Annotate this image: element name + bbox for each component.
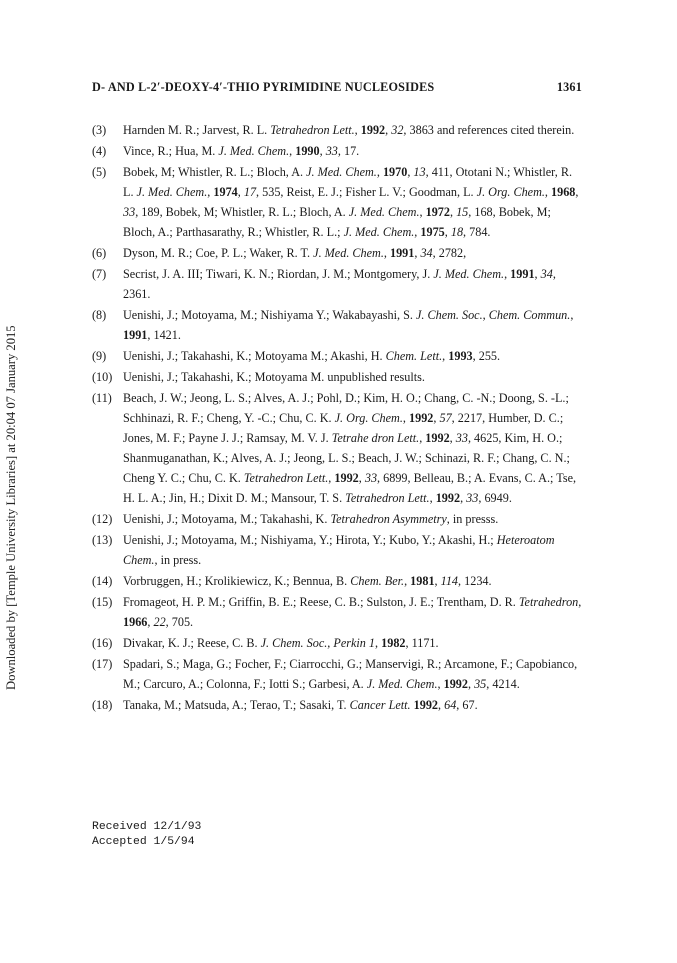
- running-header: [92, 80, 582, 95]
- reference-segment: ,: [147, 615, 154, 629]
- reference-segment: ,: [504, 267, 511, 281]
- reference-segment: ,: [467, 677, 475, 691]
- reference-segment: 33: [123, 205, 136, 219]
- reference-segment: 1992: [443, 677, 468, 691]
- reference-segment: Beach, J. W.; Jeong, L. S.; Alves, A. J.; Pohl, D.; Kim, H. O.; Chang, C. -N.; Doong, S. -L.; Schhinazi, R. F.; Cheng, Y. -C.; Chu, C. K.: [123, 391, 569, 425]
- reference-segment: 15: [456, 205, 469, 219]
- reference-segment: J. Med. Chem.: [136, 185, 208, 199]
- reference-segment: 1993: [448, 349, 473, 363]
- reference-segment: ,: [449, 431, 456, 445]
- reference-segment: , 6949.: [478, 491, 512, 505]
- reference-segment: ,: [437, 677, 444, 691]
- reference-text: [123, 654, 582, 694]
- reference-segment: ,: [419, 431, 426, 445]
- reference-segment: ,: [419, 205, 426, 219]
- reference-segment: 1991: [510, 267, 535, 281]
- reference-segment: , 4214.: [486, 677, 520, 691]
- reference-segment: , 2782,: [432, 246, 467, 260]
- reference-segment: ,: [414, 225, 421, 239]
- reference-segment: Tetrahedron Lett.: [243, 471, 329, 485]
- reference-number: (8): [92, 308, 107, 322]
- reference-segment: 1991: [389, 246, 415, 260]
- reference-segment: 33: [455, 431, 468, 445]
- page-number: 1361: [556, 80, 582, 94]
- reference-segment: , 705.: [165, 615, 194, 629]
- reference-segment: 1981: [410, 574, 435, 588]
- reference-segment: Uenishi, J.; Motoyama, M.; Nishiyama, Y.; Hirota, Y.; Kubo, Y.; Akashi, H.;: [123, 533, 497, 547]
- reference-text: [123, 695, 582, 715]
- reference-text: [123, 388, 582, 508]
- reference-segment: ,: [544, 185, 552, 199]
- reference-segment: , in presss.: [446, 512, 499, 526]
- reference-number: (18): [92, 698, 113, 712]
- reference-segment: ,: [444, 225, 451, 239]
- reference-text: [123, 141, 582, 161]
- reference-segment: ,: [434, 574, 441, 588]
- reference-item: [92, 633, 582, 653]
- reference-text: [123, 264, 582, 304]
- reference-number: (16): [92, 636, 113, 650]
- running-title: D- AND L-2′-DEOXY-4′-THIO PYRIMIDINE NUCLEOSIDES: [92, 80, 435, 94]
- reference-segment: Tetrahedron Asymmetry: [330, 512, 447, 526]
- reference-segment: ,: [207, 185, 214, 199]
- reference-segment: , 189, Bobek, M; Whistler, R. L.; Bloch, A.: [135, 205, 349, 219]
- reference-segment: 1991: [123, 328, 148, 342]
- reference-item: [92, 264, 582, 304]
- reference-segment: Heteroatom Chem.: [123, 533, 555, 567]
- reference-segment: 32,: [391, 123, 407, 137]
- reference-segment: Secrist, J. A. III; Tiwari, K. N.; Riordan, J. M.; Montgomery, J.: [123, 267, 434, 281]
- reference-segment: ,: [376, 165, 383, 179]
- reference-text: [123, 530, 582, 570]
- reference-segment: 1966: [123, 615, 148, 629]
- reference-segment: ,: [358, 471, 365, 485]
- reference-segment: Dyson, M. R.; Coe, P. L.; Waker, R. T.: [123, 246, 314, 260]
- reference-segment: Tetrahe dron Lett.: [331, 431, 420, 445]
- reference-segment: , 535, Reist, E. J.; Fisher L. V.; Goodman, L.: [256, 185, 477, 199]
- reference-segment: 1970: [382, 165, 408, 179]
- reference-segment: ,: [534, 267, 541, 281]
- reference-segment: ,: [383, 246, 390, 260]
- reference-text: [123, 633, 582, 653]
- reference-segment: , 255.: [472, 349, 501, 363]
- reference-number: (17): [92, 657, 113, 671]
- reference-segment: J. Med. Chem.: [218, 144, 290, 158]
- reference-segment: ,: [414, 246, 421, 260]
- reference-segment: Uenishi, J.; Motoyama, M.; Nishiyama Y.; Wakabayashi, S.: [123, 308, 416, 322]
- reference-segment: 33: [466, 491, 479, 505]
- reference-segment: 13: [413, 165, 426, 179]
- reference-segment: ,: [289, 144, 296, 158]
- download-watermark: [4, 290, 22, 690]
- reference-segment: , 4625, Kim, H. O.; Shanmuganathan, K.; Alves, A. J.; Jeong, L. S.; Beach, J. W.; Schinazi, R. F.; Chang, C. N.; Cheng Y. C.; Chu, C. K.: [123, 431, 570, 485]
- reference-segment: 1982: [381, 636, 406, 650]
- reference-segment: ,: [433, 411, 440, 425]
- reference-number: (10): [92, 370, 113, 384]
- reference-segment: Cancer Lett.: [349, 698, 411, 712]
- reference-segment: 1992: [360, 123, 386, 137]
- reference-segment: ,: [385, 123, 392, 137]
- reference-segment: ,: [460, 491, 467, 505]
- reference-item: [92, 346, 582, 366]
- reference-segment: 1968: [551, 185, 576, 199]
- reference-segment: 35: [474, 677, 487, 691]
- reference-number: (12): [92, 512, 113, 526]
- reference-segment: Spadari, S.; Maga, G.; Focher, F.; Ciarrocchi, G.; Manservigi, R.; Arcamone, F.; Capobianco, M.; Carcuro, A.; Colonna, F.; Iotti S.; Garbesi, A.: [123, 657, 578, 691]
- reference-segment: Chem. Lett.: [385, 349, 443, 363]
- reference-segment: 1974: [213, 185, 238, 199]
- reference-segment: 1992: [334, 471, 359, 485]
- reference-segment: Divakar, K. J.; Reese, C. B.: [123, 636, 261, 650]
- reference-segment: 3863 and references cited therein.: [406, 123, 575, 137]
- reference-segment: ,: [449, 205, 457, 219]
- reference-number: (9): [92, 349, 107, 363]
- reference-segment: ,: [429, 491, 436, 505]
- reference-segment: 33: [364, 471, 378, 485]
- reference-text: [123, 346, 582, 366]
- reference-text: [123, 305, 582, 345]
- reference-segment: Tanaka, M.; Matsuda, A.; Terao, T.; Sasaki, T.: [123, 698, 350, 712]
- reference-segment: Uenishi, J.; Motoyama, M.; Takahashi, K.: [123, 512, 331, 526]
- download-watermark-text: Downloaded by [Temple University Libraries] at 20:04 07 January 2015: [4, 325, 18, 690]
- reference-segment: J. Med. Chem.: [343, 225, 415, 239]
- reference-segment: , 67.: [456, 698, 478, 712]
- reference-segment: J. Med. Chem.: [306, 165, 377, 179]
- reference-item: [92, 367, 582, 387]
- reference-segment: Vorbruggen, H.; Krolikiewicz, K.; Bennua, B.: [123, 574, 351, 588]
- reference-segment: Bobek, M; Whistler, R. L.; Bloch, A.: [123, 165, 307, 179]
- reference-text: [123, 243, 582, 263]
- reference-segment: ,: [575, 185, 579, 199]
- reference-segment: Fromageot, H. P. M.; Griffin, B. E.; Reese, C. B.; Sulston, J. E.; Trentham, D. R.: [123, 595, 519, 609]
- reference-segment: ,: [354, 123, 361, 137]
- reference-text: [123, 592, 582, 632]
- reference-segment: J. Med. Chem.: [366, 677, 438, 691]
- reference-segment: ,: [578, 595, 582, 609]
- reference-number: (3): [92, 123, 107, 137]
- reference-segment: J. Org. Chem.: [476, 185, 545, 199]
- reference-item: [92, 654, 582, 694]
- reference-item: [92, 592, 582, 632]
- reference-segment: ,: [375, 636, 382, 650]
- reference-segment: , 168, Bobek, M; Bloch, A.; Parthasarathy, R.; Whistler, R. L.;: [123, 205, 551, 239]
- reference-segment: Uenishi, J.; Takahashi, K.; Motoyama M. unpublished results.: [123, 370, 425, 384]
- reference-number: (13): [92, 533, 113, 547]
- reference-number: (6): [92, 246, 107, 260]
- reference-segment: 1992: [413, 698, 439, 712]
- reference-text: [123, 120, 582, 140]
- reference-text: [123, 571, 582, 591]
- reference-segment: 114: [440, 574, 459, 588]
- reference-segment: ,: [438, 698, 445, 712]
- reference-segment: 57: [439, 411, 452, 425]
- reference-segment: 64: [444, 698, 457, 712]
- reference-list: [92, 120, 582, 716]
- reference-item: [92, 305, 582, 345]
- reference-number: (11): [92, 391, 112, 405]
- reference-number: (14): [92, 574, 113, 588]
- reference-segment: J. Med. Chem.: [313, 246, 384, 260]
- reference-segment: , 411, Ototani N.; Whistler, R. L.: [123, 165, 573, 199]
- reference-segment: Harnden M. R.; Jarvest, R. L.: [123, 123, 271, 137]
- reference-segment: 1975: [420, 225, 445, 239]
- reference-item: [92, 571, 582, 591]
- reference-segment: 34: [540, 267, 553, 281]
- reference-segment: Tetrahedron: [518, 595, 579, 609]
- reference-segment: 33: [325, 144, 338, 158]
- reference-segment: , 2217, Humber, D. C.; Jones, M. F.; Payne J. J.; Ramsay, M. V. J.: [123, 411, 564, 445]
- reference-item: [92, 162, 582, 242]
- reference-segment: ,: [328, 471, 335, 485]
- reference-item: [92, 141, 582, 161]
- reference-segment: ,: [570, 308, 574, 322]
- reference-segment: , 1234.: [458, 574, 492, 588]
- reference-segment: ,: [237, 185, 244, 199]
- reference-segment: J. Med. Chem.: [433, 267, 505, 281]
- reference-segment: 1992: [409, 411, 434, 425]
- reference-segment: , in press.: [154, 553, 202, 567]
- reference-segment: , 17.: [337, 144, 360, 158]
- reference-segment: Tetrahedron Lett.: [345, 491, 430, 505]
- reference-item: [92, 530, 582, 570]
- reference-segment: J. Chem. Soc., Chem. Commun.: [415, 308, 571, 322]
- reference-segment: 1990: [295, 144, 320, 158]
- reference-number: (4): [92, 144, 107, 158]
- reference-segment: Chem. Ber.: [350, 574, 405, 588]
- reference-segment: , 6899, Belleau, B.; A. Evans, C. A.; Tse, H. L. A.; Jin, H.; Dixit D. M.; Mansour, T. S.: [123, 471, 577, 505]
- reference-segment: , 2361.: [123, 267, 556, 301]
- reference-item: [92, 243, 582, 263]
- reference-segment: J. Med. Chem.: [348, 205, 420, 219]
- reference-item: [92, 120, 582, 140]
- manuscript-dates: [92, 820, 201, 850]
- reference-number: (5): [92, 165, 107, 179]
- reference-segment: J. Org. Chem.: [334, 411, 403, 425]
- reference-segment: , 1171.: [405, 636, 439, 650]
- reference-segment: 22: [153, 615, 166, 629]
- reference-segment: J. Chem. Soc., Perkin 1: [260, 636, 376, 650]
- reference-number: (15): [92, 595, 113, 609]
- reference-segment: ,: [319, 144, 326, 158]
- reference-item: [92, 509, 582, 529]
- reference-segment: Uenishi, J.; Takahashi, K.; Motoyama M.; Akashi, H.: [123, 349, 386, 363]
- reference-segment: , 784.: [463, 225, 491, 239]
- reference-segment: Tetrahedron Lett.: [270, 123, 355, 137]
- reference-segment: 34: [420, 246, 433, 260]
- reference-item: [92, 388, 582, 508]
- reference-item: [92, 695, 582, 715]
- reference-segment: 1972: [425, 205, 450, 219]
- reference-segment: ,: [442, 349, 449, 363]
- reference-segment: Vince, R.; Hua, M.: [123, 144, 219, 158]
- reference-segment: ,: [407, 165, 414, 179]
- reference-segment: , 1421.: [147, 328, 181, 342]
- reference-segment: 18: [450, 225, 464, 239]
- reference-segment: 1992: [425, 431, 450, 445]
- received-date: Received 12/1/93: [92, 821, 202, 833]
- reference-segment: 17: [243, 185, 257, 199]
- reference-text: [123, 509, 582, 529]
- reference-text: [123, 367, 582, 387]
- reference-segment: 1992: [435, 491, 461, 505]
- reference-segment: ,: [404, 574, 411, 588]
- accepted-date: Accepted 1/5/94: [92, 836, 195, 848]
- reference-number: (7): [92, 267, 107, 281]
- reference-segment: ,: [402, 411, 409, 425]
- reference-text: [123, 162, 582, 242]
